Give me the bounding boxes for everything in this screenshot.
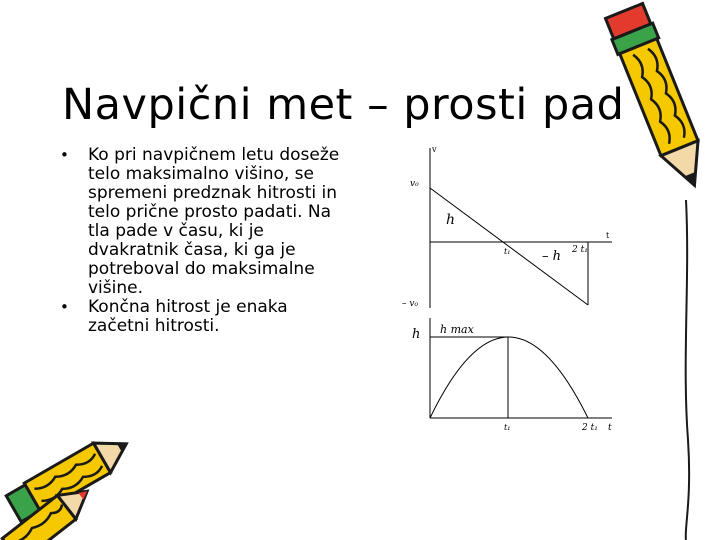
t1-label-bottom: t₁	[504, 423, 511, 432]
bullet-text: Ko pri navpičnem letu doseže telo maksimalno višino, se spremeni predznak hitrosti in telo prične prosto padati. Na tla pade v času, ki je dvakratnik časa, ki ga je potreboval do maksimalne višine.	[88, 145, 340, 298]
edge-line-decoration	[676, 200, 696, 540]
bullet-dot: •	[60, 298, 69, 316]
hmax-label: h max	[440, 323, 474, 336]
bullet-item	[58, 298, 348, 336]
height-parabola	[430, 337, 588, 418]
h-axis-label: h	[412, 327, 421, 342]
t2-label-top: 2 t₁	[572, 245, 588, 255]
neg-v0-label: – v₀	[402, 299, 419, 309]
bullet-dot: •	[60, 146, 69, 164]
bullet-item	[58, 146, 348, 298]
t2-label-bottom: 2 t₁	[582, 423, 598, 433]
velocity-height-diagram	[390, 140, 630, 440]
area-neg-h-label: – h	[542, 249, 562, 264]
bullet-list	[58, 146, 348, 336]
t1-label-top: t₁	[504, 247, 511, 256]
area-h-label: h	[446, 212, 456, 228]
v-axis-label: v	[432, 145, 437, 154]
t-axis-label-bottom: t	[608, 423, 612, 433]
v0-label: v₀	[410, 179, 419, 189]
bullet-text: Končna hitrost je enaka začetni hitrosti.	[88, 297, 288, 336]
pencils-bottom-left-icon	[0, 430, 150, 540]
t-axis-label-top: t	[606, 231, 610, 240]
slide-title: Navpični met – prosti pad	[62, 80, 625, 130]
